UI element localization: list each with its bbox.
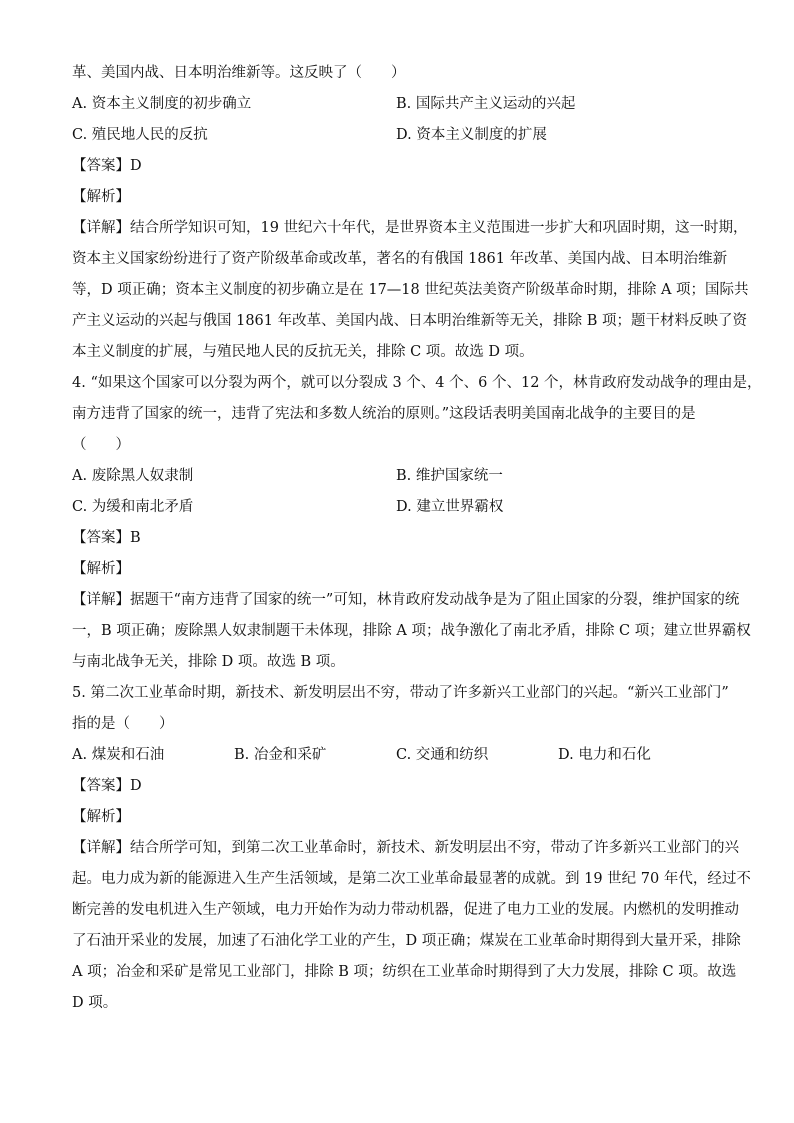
q3-detail-line: 【详解】结合所学知识可知，19 世纪六十年代，是世界资本主义范围进一步扩大和巩固时期，这一时期， [72, 220, 748, 236]
q3-option-a[interactable]: A. 资本主义制度的初步确立 [72, 96, 252, 112]
q4-options-row-2 [72, 492, 722, 523]
q3-detail-line: 产主义运动的兴起与俄国 1861 年改革、美国内战、日本明治维新等无关，排除 B 项；题干材料反映了资 [72, 313, 747, 329]
q5-options-row [72, 740, 722, 771]
q3-detail-line: 本主义制度的扩展，与殖民地人民的反抗无关，排除 C 项。故选 D 项。 [72, 344, 534, 360]
q5-option-a[interactable]: A. 煤炭和石油 [72, 747, 165, 763]
q5-option-d[interactable]: D. 电力和石化 [558, 747, 651, 763]
q5-detail-line: 起。电力成为新的能源进入生产生活领域，是第二次工业革命最显著的成就。到 19 世纪 70 年代，经过不 [72, 871, 751, 887]
q5-option-b[interactable]: B. 冶金和采矿 [234, 747, 327, 763]
q3-analysis-heading: 【解析】 [72, 189, 130, 205]
q3-option-d[interactable]: D. 资本主义制度的扩展 [396, 127, 547, 143]
q4-analysis-heading: 【解析】 [72, 561, 130, 577]
q5-detail-line: D 项。 [72, 995, 118, 1011]
q4-option-c[interactable]: C. 为缓和南北矛盾 [72, 499, 194, 515]
q3-detail-line: 资本主义国家纷纷进行了资产阶级革命或改革，著名的有俄国 1861 年改革、美国内战、日本明治维新 [72, 251, 728, 267]
q4-detail-line: 与南北战争无关，排除 D 项。故选 B 项。 [72, 654, 345, 670]
q4-options-row-1 [72, 461, 722, 492]
q4-stem-line: （ ） [72, 437, 130, 453]
q5-stem-line: 指的是（ ） [72, 716, 174, 732]
q4-stem-line: 4. “如果这个国家可以分裂为两个，就可以分裂成 3 个、4 个、6 个、12 个，林肯政府发动战争的理由是， [72, 375, 762, 391]
q4-stem-line: 南方违背了国家的统一，违背了宪法和多数人统治的原则。”这段话表明美国南北战争的主要目的是 [72, 406, 696, 422]
q5-detail-line: 【详解】结合所学可知，到第二次工业革命时，新技术、新发明层出不穷，带动了许多新兴工业部门的兴 [72, 840, 739, 856]
document-page [72, 58, 762, 1019]
q3-options-row-2 [72, 120, 722, 151]
q3-option-b[interactable]: B. 国际共产主义运动的兴起 [396, 96, 576, 112]
q4-option-b[interactable]: B. 维护国家统一 [396, 468, 503, 484]
q5-stem-line: 5. 第二次工业革命时期，新技术、新发明层出不穷，带动了许多新兴工业部门的兴起。“新兴工业部门” [72, 685, 729, 701]
q5-answer: 【答案】D [72, 778, 142, 794]
q3-detail-line: 等，D 项正确；资本主义制度的初步确立是在 17—18 世纪英法美资产阶级革命时期，排除 A 项；国际共 [72, 282, 749, 298]
q5-analysis-heading: 【解析】 [72, 809, 130, 825]
q4-option-d[interactable]: D. 建立世界霸权 [396, 499, 504, 515]
q3-answer: 【答案】D [72, 158, 142, 174]
q4-option-a[interactable]: A. 废除黑人奴隶制 [72, 468, 194, 484]
q5-detail-line: A 项；冶金和采矿是常见工业部门，排除 B 项；纺织在工业革命时期得到了大力发展，排除 C 项。故选 [72, 964, 737, 980]
q5-detail-line: 断完善的发电机进入生产领域，电力开始作为动力带动机器，促进了电力工业的发展。内燃机的发明推动 [72, 902, 739, 918]
q3-options-row-1 [72, 89, 722, 120]
q4-detail-line: 一，B 项正确；废除黑人奴隶制题干未体现，排除 A 项；战争激化了南北矛盾，排除 C 项；建立世界霸权 [72, 623, 751, 639]
q3-stem-end: 革、美国内战、日本明治维新等。这反映了（ ） [72, 65, 406, 81]
q5-option-c[interactable]: C. 交通和纺织 [396, 747, 489, 763]
q3-option-c[interactable]: C. 殖民地人民的反抗 [72, 127, 208, 143]
q4-answer: 【答案】B [72, 530, 141, 546]
q4-detail-line: 【详解】据题干“南方违背了国家的统一”可知，林肯政府发动战争是为了阻止国家的分裂，维护国家的统 [72, 592, 740, 608]
q5-detail-line: 了石油开采业的发展，加速了石油化学工业的产生，D 项正确；煤炭在工业革命时期得到大量开采，排除 [72, 933, 741, 949]
